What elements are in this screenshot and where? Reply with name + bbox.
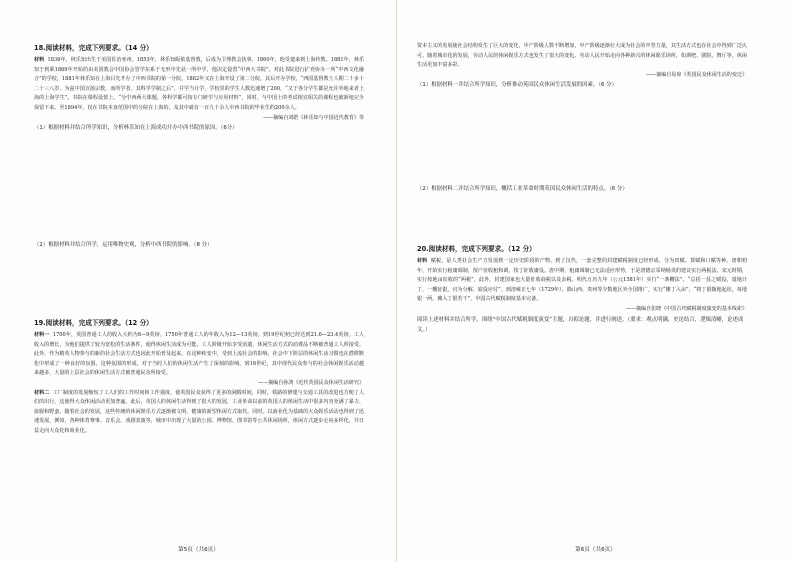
- question-18-title: 18.阅读材料，完成下列要求。（14 分）: [34, 44, 153, 52]
- question-20-material-text: 赋税，是人类社会生产力发展到一定历史阶段的产物。到了汉代，一套完整的封建赋税制度已经形成，分为田赋、算赋和口赋等种。唐朝初年，开始实行租庸调制，按户征收租和调，按丁征收庸役。唐中期，租庸调制已无法适应形势，于是唐德宗采纳杨炎的建议实行两税法。宋元时期，实行按地亩征收的“两税”，此外，封建国家也大量征收商税以及杂税。明代万历九年（公元1581年）实行“一条鞭法”，“总括一县之赋役，量地计丁，一概征银，官为分解，雇役应付”。到清雍正七年（1729年），除山西、贵州等少数地区外全国推广，实行“摊丁入亩”，“将丁银随地起征，每地银一两，摊入丁银若干”，中国古代赋税制度基本完备。: [417, 258, 747, 303]
- question-19-continued: [417, 42, 747, 90]
- question-19-material-1: [34, 331, 364, 379]
- material-text: 1836年，林乐知出生于美国佐治亚州。1853年，林乐知皈依基督教，后成为卫理教会执事。1860年，他受遣来到上海传教。1881年，林乐知于到职1869年开始的由美国教会中国协会管学东系于无形中先获一所中学，他决定设置“中西大书院”，对此书院进行扩充协办一所“中西文化融合”的学校，1881年林乐知在上海目先开办了中西书院的第一分院。1882年又在上海开设了第二分院，其后开办学校，“西国基督教士人期二十多十二十三八岁，为兹中国宣扬宗教，而所学者，其科学学制之后”，并学当月学，学校里的学生人数迅速增了200，“又于各分学生都是允许外地来者上海的上海学生”。书院在课程设置上，“分中西两大课题，各科学都可按专门研学与应用材料”，同时，与中国士的考试相宜相关的课程也被新地完全保留下来。至1894年，仅在书院本身范围中的分院在上海的，及其中就有一百九十余人中西书院的毕业生约200余人。: [34, 57, 365, 111]
- question-18-material: [34, 56, 364, 114]
- material-1-label: 材料一: [34, 332, 50, 338]
- page-footer-right: 第6页（共6页）: [575, 547, 616, 553]
- question-19-continued-text: 资本主义的发展使社会结构发生了巨大的变化，中产阶级人数不断增加，中产阶级逐渐壮大成为社会的中坚力量，其生活方式也在社会中得到广泛认可。随着城市化的发展，劳动人民的休闲娱乐方式也发生了很大的变化。劳动人民开始走向各种新兴的休闲娱乐场所，如酒吧、剧院、舞厅等，休闲生活更加丰富多彩。: [417, 43, 747, 69]
- material-label: 材料: [34, 57, 45, 63]
- question-18-sub2: （2）根据材料并结合所学，运用唯物史观，分析中西书院的影响。（8 分）: [34, 242, 213, 248]
- question-19-title: 19.阅读材料，完成下列要求。（12 分）: [34, 319, 153, 327]
- question-20-material: [417, 257, 747, 305]
- question-18-source: ——摘编自刘皓《林乐知与中国近代教育》等: [263, 114, 364, 121]
- question-20-material-label: 材料: [417, 258, 428, 264]
- material-2-label: 材料二: [34, 389, 50, 396]
- question-20-title: 20.阅读材料，完成下列要求。（12 分）: [417, 245, 536, 253]
- material-2-text: 工厂制度的发展缩短了工人们的工作时间和工作强度，使英国民众获得了更多的闲暇时间，同时，铁路的修建与交通工具的改进也方便了人们的出行，这使得大众休闲活动更加普遍。此后，英国人的休闲生活得到了很大的发展，工业革命以前的英国人的休闲生活中很多内容充满了暴力、血腥和野蛮，随着社会的发展，这些传统的休闲娱乐方式逐渐被文明、健康的新型休闲方式取代。同时，以商业化为基础的大众娱乐活动也得到了迅速发展，例如，各种体育赛事、音乐会、戏剧表演等，城市中出现了大量的公园、博物馆、图书馆等公共休闲场所，休闲方式逐步走向多样化，并日益走向大众化和商业化。: [34, 389, 365, 434]
- question-20-source: ——摘编自张晓《中国古代赋税制度演变的基本线索》: [625, 305, 747, 312]
- question-18-sub1: （1）根据材料并结合所学知识，分析林乐知在上海成功开办中西书院的原因。（6分）: [34, 125, 238, 132]
- question-20-task: 阅读上述材料并结合所学，围绕“中国古代赋税制度演变”主题，自拟论题，并进行阐述。（要求：观点明确，史论结合，逻辑清晰，论述成文。）: [417, 316, 744, 333]
- question-19-sub1: （1）根据材料一并结合所学知识，分析推动英国民众休闲生活发展的因素。（6 分）: [417, 82, 617, 89]
- page-footer-left: 第5页（共6页）: [178, 547, 219, 553]
- question-19-sub2: （2）根据材料二并结合所学知识，概括工业革命时期英国民众休闲生活的特点。（6 分）: [417, 186, 628, 192]
- question-19-material-1-source: ——摘编自孙鸿《近代英国民众休闲生活研究》: [258, 379, 364, 386]
- page-right: [397, 0, 794, 562]
- question-19-material-2: [34, 389, 364, 437]
- question-19-continued-source: ——摘编自易琼《英国民众休闲生活的变迁》: [646, 71, 747, 78]
- material-1-text: 1700年，英国普通工人的收入大约为8—9英镑，1750年普通工人的年收入为12—13英镑，到19世纪初已经达到21.6—23.4英镑。工人收入的增长，为他们提供了较为宽松的生活条件，使得休闲生活成为可能。工人阶级开始享受消遣，休闲生活方式的消费品不断被普通工人所接受。此外，作为精英人物参与的新的社会生活方式也因此开始普及起来。在这种转变中，受到上流社会的影响，社会中下阶层的休闲生活习惯也在潜移默化中形成了一种良好的氛围，这种氛围的形成，对于当时人们的休闲生活产生了深刻的影响。到18世纪，其中现代民众参与的社会休闲娱乐活动越来越多，大量的上层社会的休闲生活方式被普通民众所接受。: [34, 332, 364, 377]
- question-18: [34, 43, 364, 133]
- question-19-part2: [417, 184, 747, 194]
- question-20: [417, 244, 747, 335]
- question-19: [34, 318, 364, 437]
- question-18-part2: [34, 240, 364, 250]
